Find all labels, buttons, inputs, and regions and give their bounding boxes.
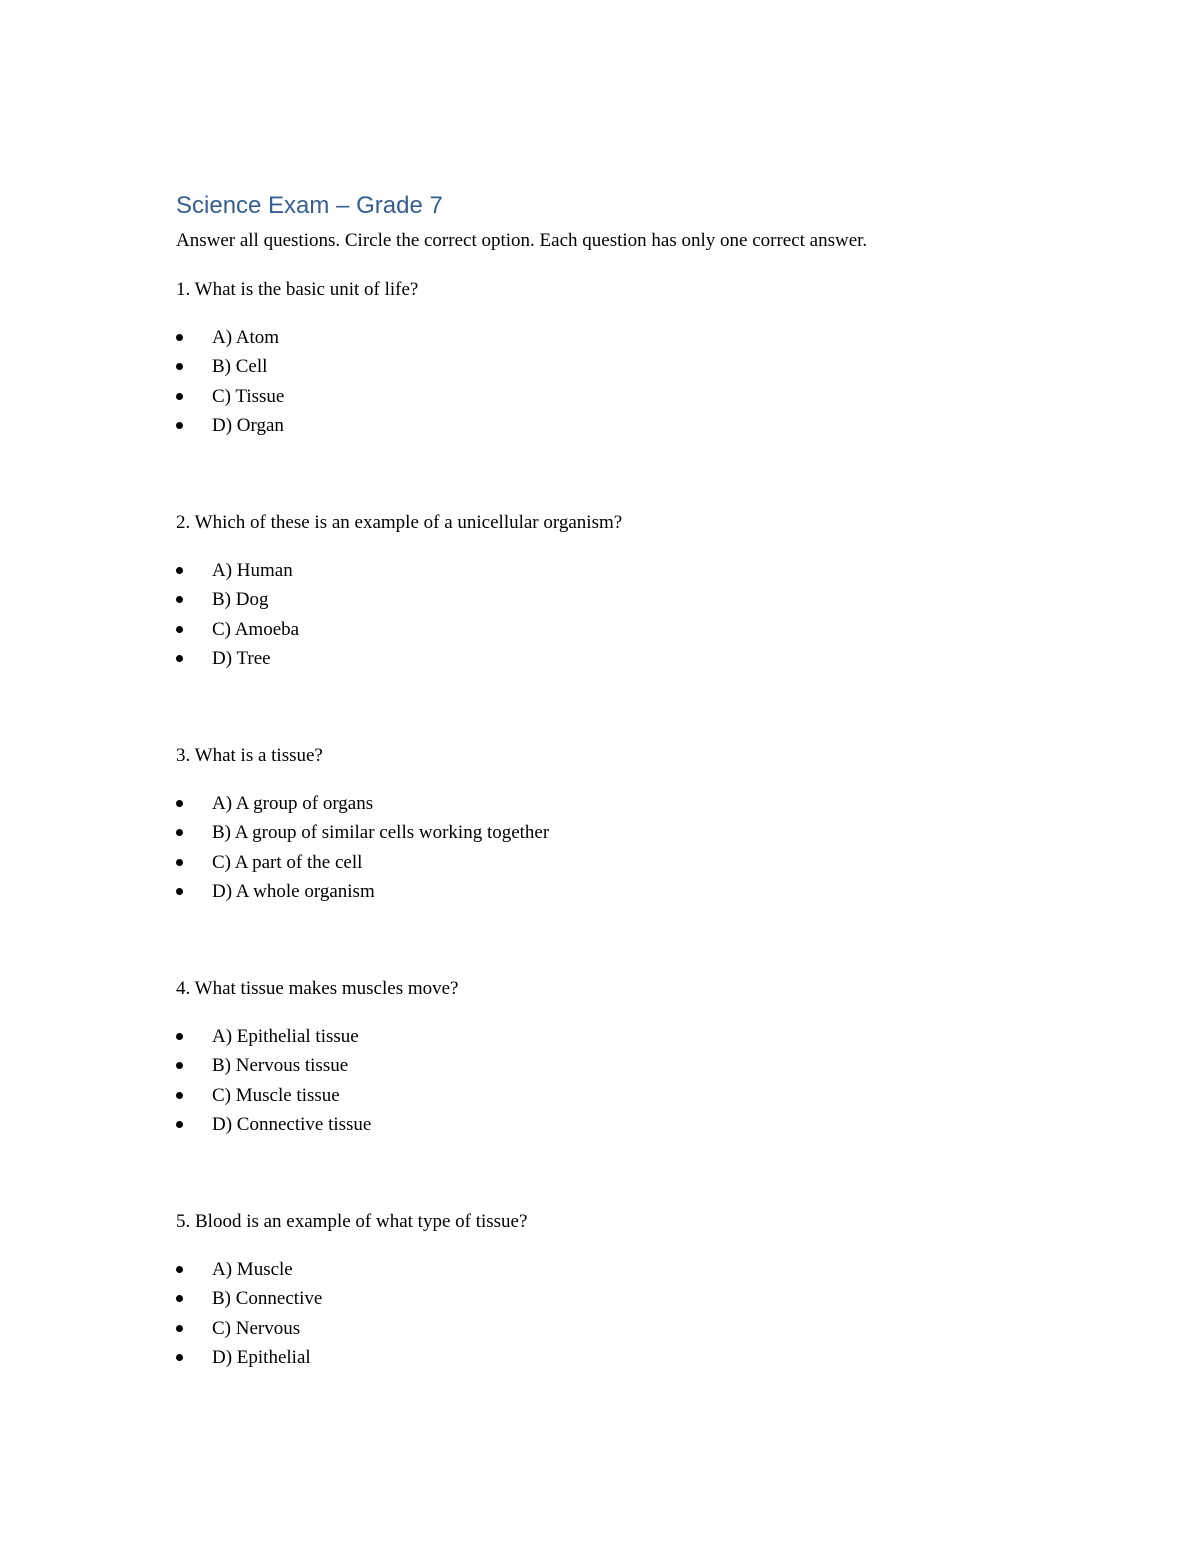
option-a bbox=[176, 791, 1076, 820]
options-list bbox=[176, 1257, 1076, 1374]
bullet-dot-icon bbox=[176, 888, 183, 895]
option-b bbox=[176, 354, 1076, 383]
option-label: B) Dog bbox=[212, 589, 269, 611]
options-list bbox=[176, 791, 1076, 908]
bullet-dot-icon bbox=[176, 393, 183, 400]
option-label: A) Atom bbox=[212, 327, 280, 348]
option-a bbox=[176, 1024, 1076, 1053]
option-a bbox=[176, 558, 1076, 587]
option-d bbox=[176, 646, 1076, 675]
bullet-dot-icon bbox=[176, 1062, 183, 1069]
bullet-dot-icon bbox=[176, 334, 183, 341]
options-list bbox=[176, 325, 1076, 442]
bullet-dot-icon bbox=[176, 1266, 183, 1273]
option-a bbox=[176, 325, 1076, 354]
option-c bbox=[176, 617, 1076, 646]
option-b bbox=[176, 1286, 1076, 1315]
bullet-dot-icon bbox=[176, 626, 183, 633]
option-label: B) Cell bbox=[212, 356, 268, 378]
exam-title: Science Exam – Grade 7 bbox=[176, 192, 443, 219]
option-d bbox=[176, 1112, 1076, 1141]
bullet-dot-icon bbox=[176, 859, 183, 866]
bullet-dot-icon bbox=[176, 829, 183, 836]
option-label: D) Tree bbox=[212, 647, 271, 669]
option-label: C) Amoeba bbox=[212, 618, 300, 640]
option-a bbox=[176, 1257, 1076, 1286]
option-label: A) Muscle bbox=[212, 1259, 293, 1280]
option-c bbox=[176, 384, 1076, 413]
option-label: B) Nervous tissue bbox=[212, 1055, 349, 1077]
bullet-dot-icon bbox=[176, 1325, 183, 1332]
bullet-dot-icon bbox=[176, 1354, 183, 1361]
option-label: B) A group of similar cells working together bbox=[212, 822, 550, 844]
bullet-dot-icon bbox=[176, 567, 183, 574]
option-b bbox=[176, 1053, 1076, 1082]
option-label: A) Epithelial tissue bbox=[212, 1026, 359, 1047]
question-2 bbox=[176, 510, 1076, 675]
option-label: D) Connective tissue bbox=[212, 1113, 372, 1135]
bullet-dot-icon bbox=[176, 1033, 183, 1040]
option-label: C) A part of the cell bbox=[212, 851, 363, 873]
option-label: C) Tissue bbox=[212, 385, 285, 407]
option-d bbox=[176, 413, 1076, 442]
question-3 bbox=[176, 743, 1076, 908]
option-b bbox=[176, 820, 1076, 849]
question-5 bbox=[176, 1209, 1076, 1374]
option-label: D) Epithelial bbox=[212, 1346, 311, 1368]
option-c bbox=[176, 1083, 1076, 1112]
bullet-dot-icon bbox=[176, 800, 183, 807]
option-label: A) A group of organs bbox=[212, 793, 374, 814]
option-label: B) Connective bbox=[212, 1288, 323, 1310]
bullet-dot-icon bbox=[176, 655, 183, 662]
options-list bbox=[176, 1024, 1076, 1141]
question-4 bbox=[176, 976, 1076, 1141]
question-text: 2. Which of these is an example of a unicellular organism? bbox=[176, 512, 623, 533]
option-label: C) Nervous bbox=[212, 1317, 301, 1339]
option-label: D) A whole organism bbox=[212, 880, 375, 902]
option-label: C) Muscle tissue bbox=[212, 1084, 340, 1106]
question-text: 3. What is a tissue? bbox=[176, 745, 323, 766]
question-text: 1. What is the basic unit of life? bbox=[176, 279, 419, 300]
option-label: D) Organ bbox=[212, 414, 284, 436]
bullet-dot-icon bbox=[176, 422, 183, 429]
bullet-dot-icon bbox=[176, 363, 183, 370]
option-d bbox=[176, 879, 1076, 908]
bullet-dot-icon bbox=[176, 1295, 183, 1302]
question-text: 5. Blood is an example of what type of tissue? bbox=[176, 1211, 528, 1232]
bullet-dot-icon bbox=[176, 1092, 183, 1099]
option-label: A) Human bbox=[212, 560, 293, 581]
option-c bbox=[176, 850, 1076, 879]
option-b bbox=[176, 587, 1076, 616]
bullet-dot-icon bbox=[176, 1121, 183, 1128]
exam-instructions: Answer all questions. Circle the correct option. Each question has only one correct answer. bbox=[176, 230, 868, 251]
options-list bbox=[176, 558, 1076, 675]
question-1 bbox=[176, 277, 1076, 442]
question-text: 4. What tissue makes muscles move? bbox=[176, 978, 459, 999]
bullet-dot-icon bbox=[176, 596, 183, 603]
option-d bbox=[176, 1345, 1076, 1374]
option-c bbox=[176, 1316, 1076, 1345]
